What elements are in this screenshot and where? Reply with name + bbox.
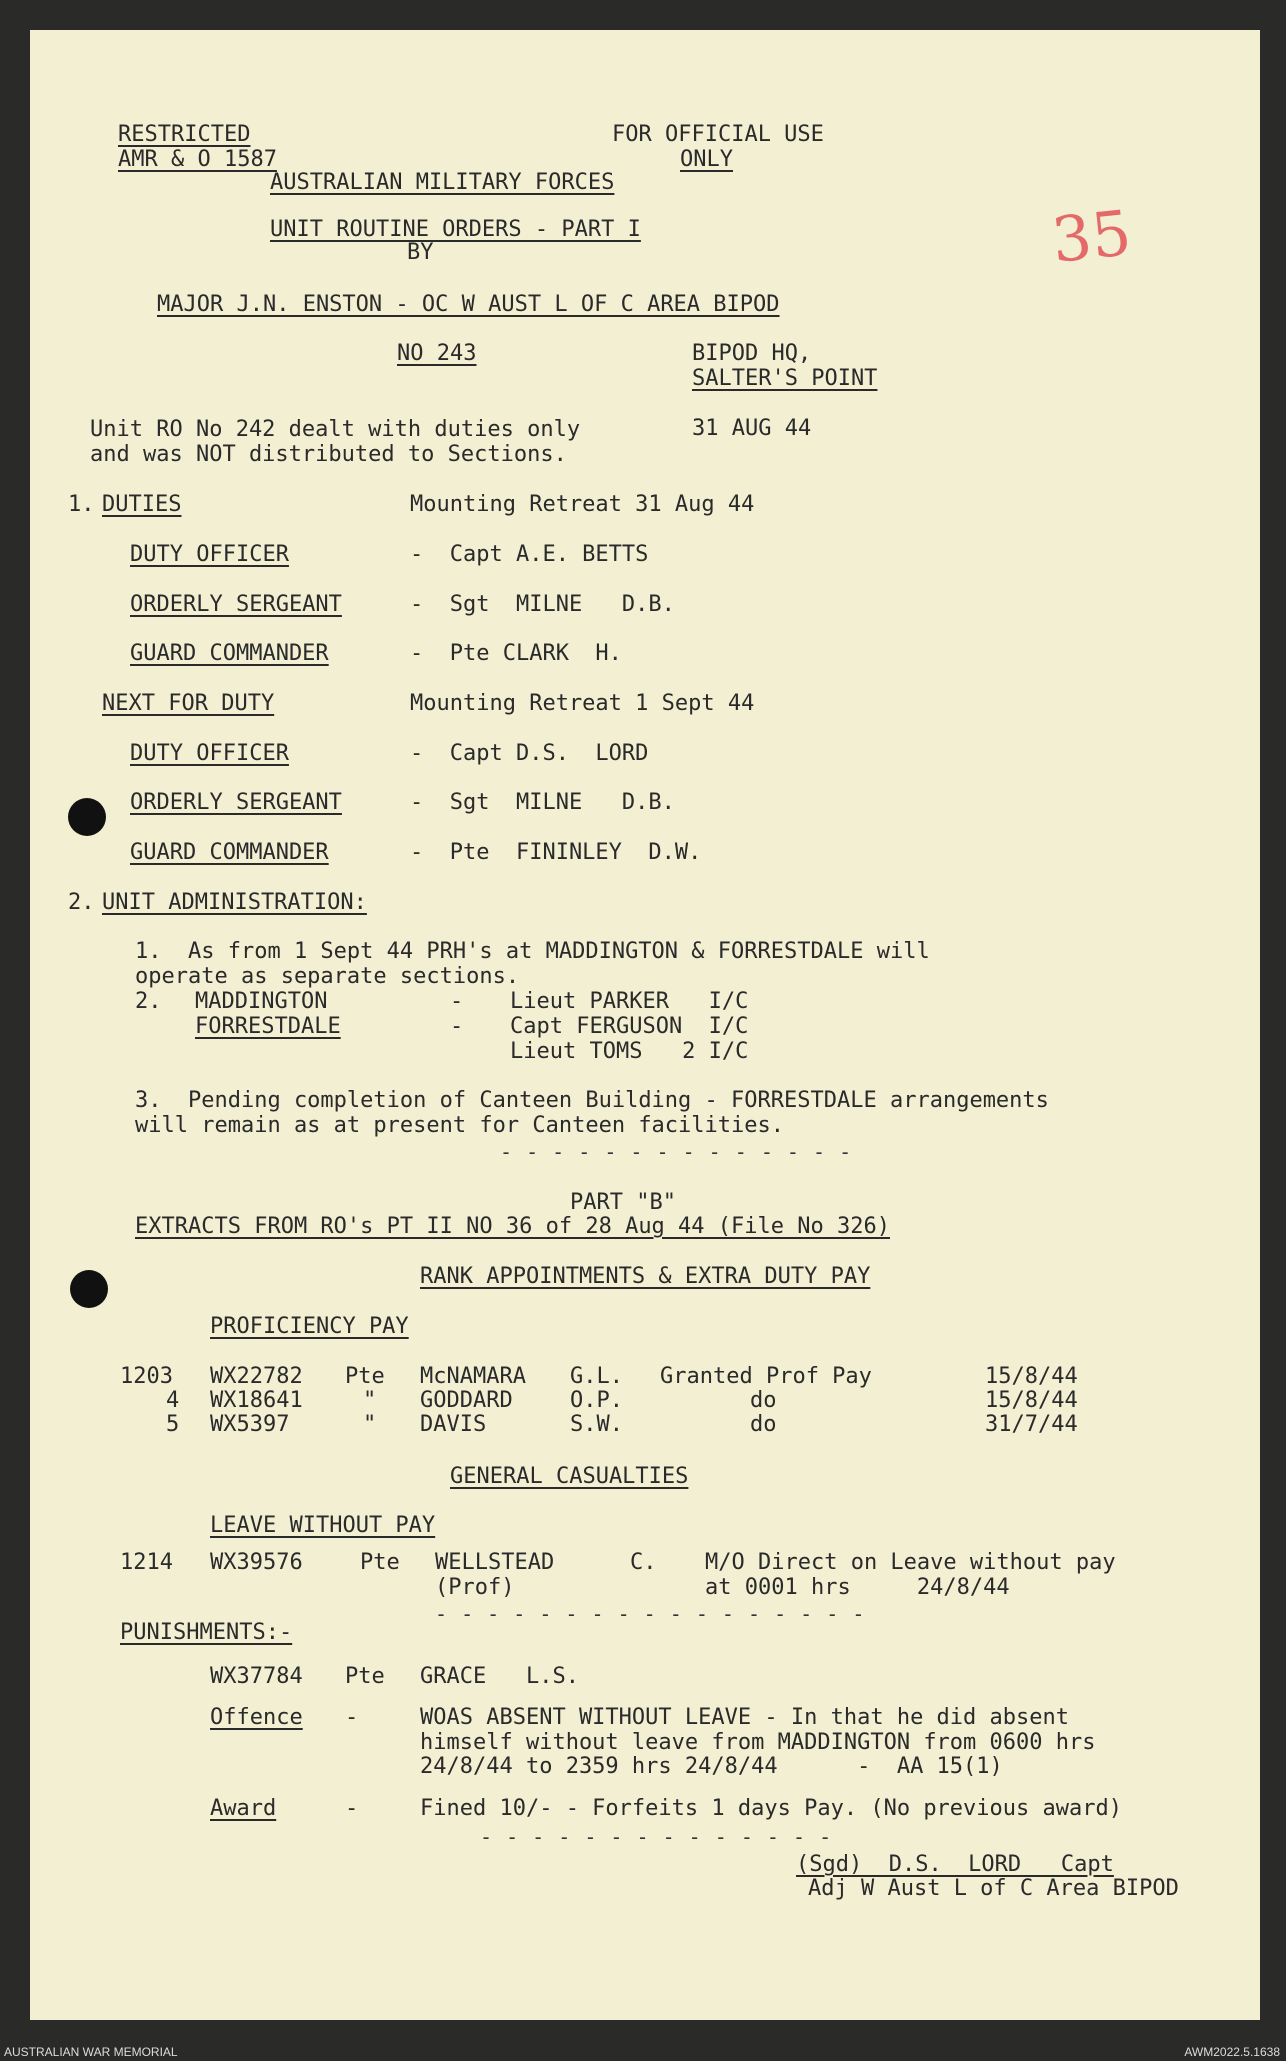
location-line2: SALTER'S POINT	[692, 366, 878, 391]
rank: "	[363, 1388, 377, 1413]
document-page	[30, 30, 1260, 2020]
document-title: AUSTRALIAN MILITARY FORCES	[270, 170, 615, 195]
order-number: NO 243	[397, 341, 477, 366]
location-line1: BIPOD HQ,	[692, 341, 812, 366]
detail: do	[750, 1388, 777, 1413]
lwop-surname: WELLSTEAD	[435, 1550, 555, 1575]
punch-hole-bottom	[70, 1270, 108, 1308]
restricted-label: RESTRICTED	[118, 122, 251, 147]
duties-mounting: Mounting Retreat 31 Aug 44	[410, 492, 755, 517]
effective-date: 15/8/44	[985, 1388, 1078, 1413]
award-text: Fined 10/- - Forfeits 1 days Pay. (No previous award)	[420, 1796, 1122, 1821]
divider: - - - - - - - - - - - - - -	[500, 1140, 853, 1164]
lwop-rank: Pte	[360, 1550, 400, 1575]
section-person: Capt FERGUSON I/C	[510, 1014, 749, 1039]
offence-label: Offence	[210, 1705, 303, 1730]
next-duty-mounting: Mounting Retreat 1 Sept 44	[410, 691, 755, 716]
divider: - - - - - - - - - - - - - - - - -	[435, 1602, 866, 1626]
duty-name: - Pte FININLEY D.W.	[410, 840, 702, 865]
award-label: Award	[210, 1796, 277, 1821]
initials: O.P.	[570, 1388, 623, 1413]
divider: - - - - - - - - - - - - - -	[480, 1825, 833, 1849]
by-label: BY	[407, 240, 434, 265]
duty-name: - Pte CLARK H.	[410, 641, 622, 666]
admin-heading: UNIT ADMINISTRATION:	[102, 890, 367, 915]
lwop-detail-line1: M/O Direct on Leave without pay	[705, 1550, 1116, 1575]
award-dash: -	[345, 1796, 359, 1821]
intro-note-line1: Unit RO No 242 dealt with duties only	[90, 417, 581, 442]
admin-para3-line2: will remain as at present for Canteen facilities.	[135, 1113, 785, 1138]
surname: McNAMARA	[420, 1364, 526, 1389]
footer-reference: AWM2022.5.1638	[1184, 2045, 1280, 2059]
signature-line1: (Sgd) D.S. LORD Capt	[796, 1852, 1114, 1877]
admin-para2-number: 2.	[135, 989, 162, 1014]
intro-note-line2: and was NOT distributed to Sections.	[90, 442, 567, 467]
proficiency-pay-heading: PROFICIENCY PAY	[210, 1314, 409, 1339]
footer-source: AUSTRALIAN WAR MEMORIAL	[4, 2045, 178, 2059]
rank: "	[363, 1412, 377, 1437]
duty-role: ORDERLY SERGEANT	[130, 790, 342, 815]
punished-rank: Pte	[345, 1664, 385, 1689]
rank-appointments-heading: RANK APPOINTMENTS & EXTRA DUTY PAY	[420, 1264, 871, 1289]
section-place: MADDINGTON	[195, 989, 328, 1014]
surname: GODDARD	[420, 1388, 513, 1413]
general-casualties-heading: GENERAL CASUALTIES	[450, 1464, 689, 1489]
document-subtitle: UNIT ROUTINE ORDERS - PART I	[270, 217, 641, 242]
lwop-service-number: WX39576	[210, 1550, 303, 1575]
duty-role: GUARD COMMANDER	[130, 840, 329, 865]
admin-para1-line1: 1. As from 1 Sept 44 PRH's at MADDINGTON & FORRESTDALE will	[135, 939, 930, 964]
duty-role: ORDERLY SERGEANT	[130, 592, 342, 617]
lwop-prof: (Prof)	[435, 1575, 515, 1600]
detail: do	[750, 1412, 777, 1437]
serial: 4	[166, 1388, 180, 1413]
duty-name: - Sgt MILNE D.B.	[410, 790, 675, 815]
part-b-extracts: EXTRACTS FROM RO's PT II NO 36 of 28 Aug 44 (File No 326)	[135, 1214, 890, 1239]
serial: 5	[166, 1412, 180, 1437]
section-person: Lieut PARKER I/C	[510, 989, 749, 1014]
order-date: 31 AUG 44	[692, 416, 812, 441]
initials: G.L.	[570, 1364, 623, 1389]
duties-heading: DUTIES	[102, 492, 182, 517]
duty-name: - Sgt MILNE D.B.	[410, 592, 675, 617]
part-b-title: PART "B"	[570, 1190, 676, 1215]
surname: DAVIS	[420, 1412, 487, 1437]
lwop-initials: C.	[630, 1550, 657, 1575]
section-person: Lieut TOMS 2 I/C	[510, 1039, 749, 1064]
amr-reference: AMR & O 1587	[118, 147, 277, 172]
duty-name: - Capt D.S. LORD	[410, 741, 649, 766]
service-number: WX5397	[210, 1412, 290, 1437]
admin-para3-line1: 3. Pending completion of Canteen Building - FORRESTDALE arrangements	[135, 1088, 1049, 1113]
section-number: 2.	[68, 890, 95, 915]
offence-line: himself without leave from MADDINGTON from 0600 hrs	[420, 1730, 1096, 1755]
lwop-detail-line2: at 0001 hrs 24/8/44	[705, 1575, 1010, 1600]
lwop-serial: 1214	[120, 1550, 173, 1575]
next-duty-heading: NEXT FOR DUTY	[102, 691, 275, 716]
offence-dash: -	[345, 1705, 359, 1730]
offence-line: 24/8/44 to 2359 hrs 24/8/44 - AA 15(1)	[420, 1754, 1003, 1779]
handwritten-number: 35	[1048, 196, 1135, 277]
section-dash: -	[450, 989, 464, 1014]
punishments-heading: PUNISHMENTS:-	[120, 1620, 293, 1645]
issuing-authority: MAJOR J.N. ENSTON - OC W AUST L OF C AREA BIPOD	[157, 292, 780, 317]
section-dash: -	[450, 1014, 464, 1039]
section-place: FORRESTDALE	[195, 1014, 341, 1039]
admin-para1-line2: operate as separate sections.	[135, 964, 520, 989]
official-use-line1: FOR OFFICIAL USE	[612, 122, 824, 147]
official-use-line2: ONLY	[680, 147, 733, 172]
duty-name: - Capt A.E. BETTS	[410, 542, 649, 567]
duty-role: DUTY OFFICER	[130, 741, 289, 766]
punch-hole-top	[68, 798, 106, 836]
punished-service-number: WX37784	[210, 1664, 303, 1689]
effective-date: 31/7/44	[985, 1412, 1078, 1437]
effective-date: 15/8/44	[985, 1364, 1078, 1389]
service-number: WX18641	[210, 1388, 303, 1413]
lwop-heading: LEAVE WITHOUT PAY	[210, 1513, 436, 1538]
rank: Pte	[345, 1364, 385, 1389]
offence-line: WOAS ABSENT WITHOUT LEAVE - In that he did absent	[420, 1705, 1070, 1730]
serial: 1203	[120, 1364, 173, 1389]
detail: Granted Prof Pay	[660, 1364, 872, 1389]
service-number: WX22782	[210, 1364, 303, 1389]
signature-line2: Adj W Aust L of C Area BIPOD	[808, 1876, 1179, 1901]
duty-role: GUARD COMMANDER	[130, 641, 329, 666]
section-number: 1.	[68, 492, 95, 517]
punished-name: GRACE L.S.	[420, 1664, 579, 1689]
initials: S.W.	[570, 1412, 623, 1437]
duty-role: DUTY OFFICER	[130, 542, 289, 567]
